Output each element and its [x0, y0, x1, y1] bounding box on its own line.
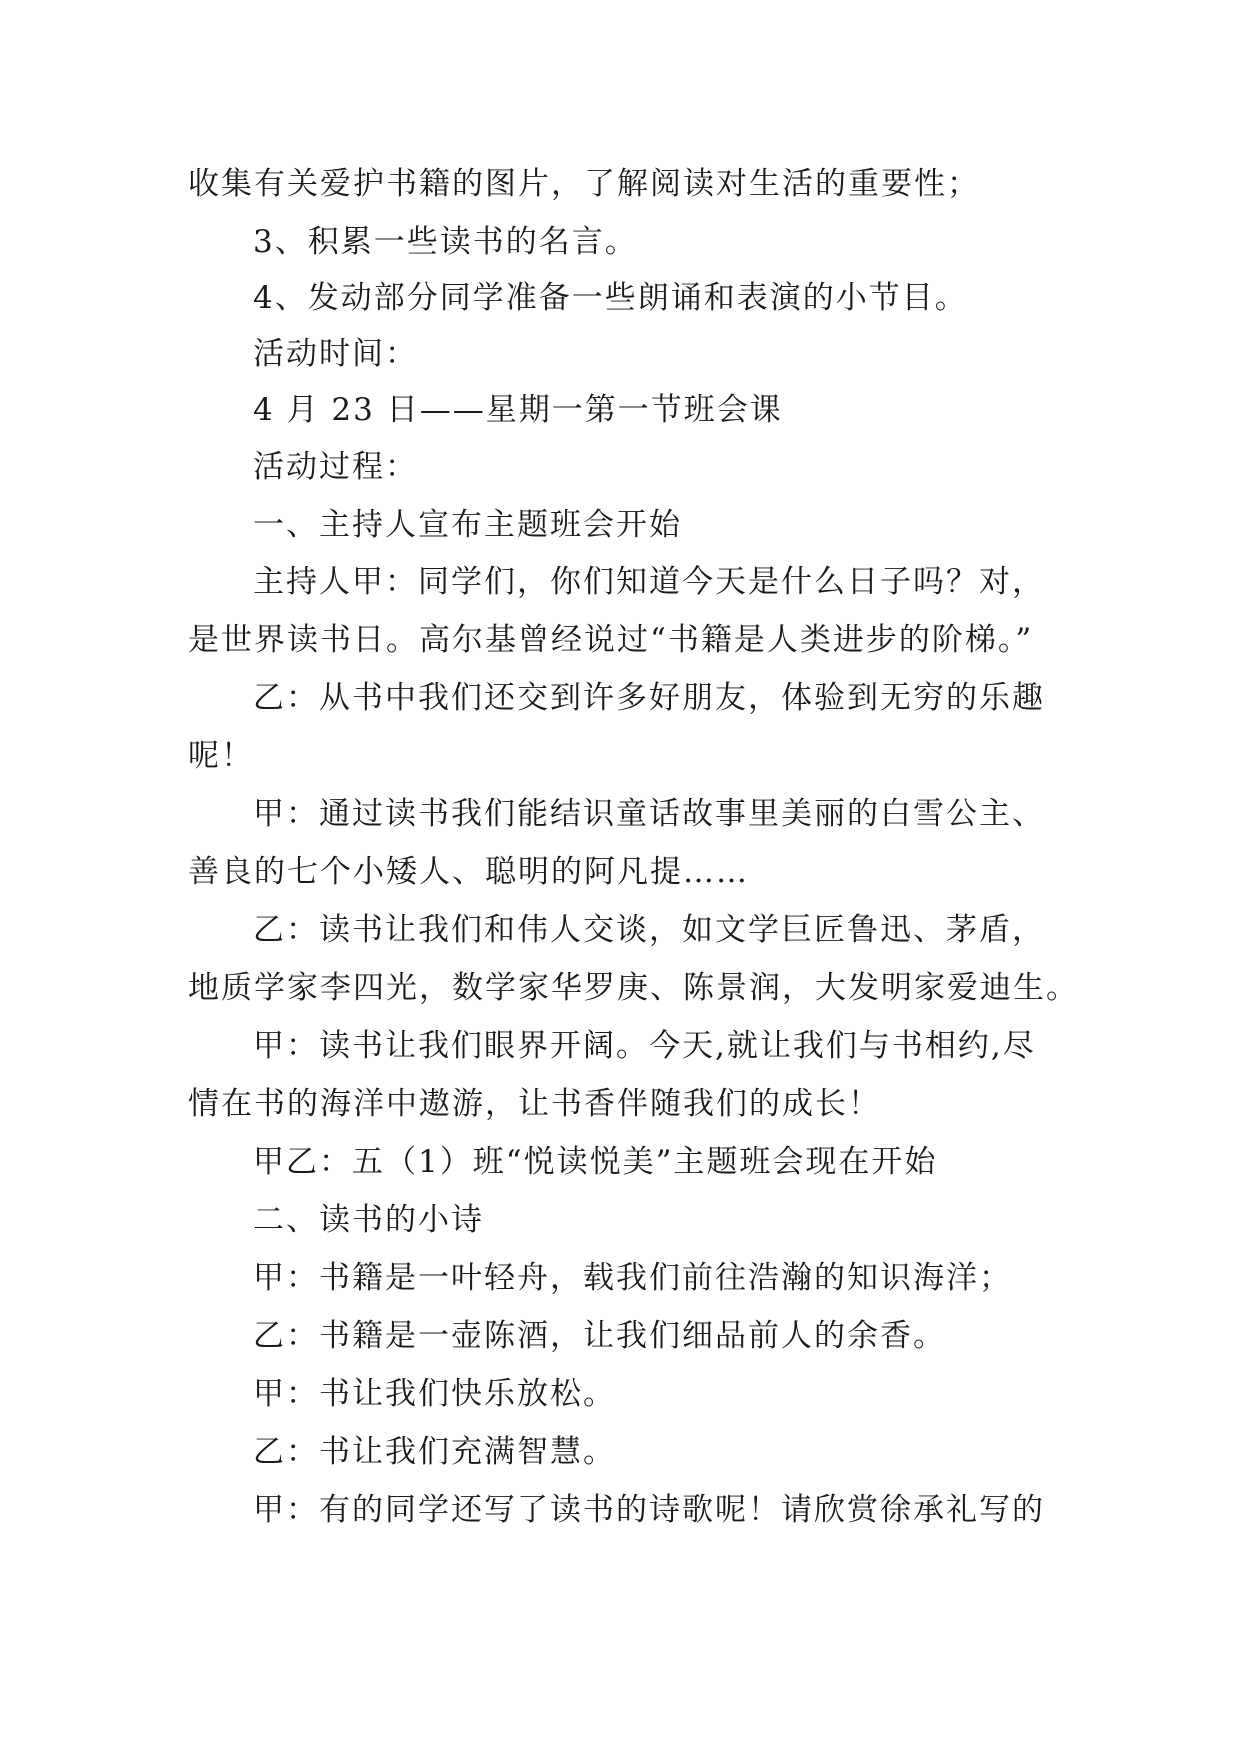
- text-line: 甲：读书让我们眼界开阔。今天,就让我们与书相约,尽: [253, 1028, 1036, 1064]
- text-line: 二、读书的小诗: [253, 1202, 484, 1238]
- text-line: 是世界读书日。高尔基曾经说过“书籍是人类进步的阶梯。”: [188, 622, 1034, 658]
- text-line: 地质学家李四光，数学家华罗庚、陈景润，大发明家爱迪生。: [188, 970, 1079, 1006]
- text-line: 善良的七个小矮人、聪明的阿凡提……: [188, 854, 749, 890]
- text-line: 甲乙：五（1）班“悦读悦美”主题班会现在开始: [253, 1144, 938, 1180]
- text-line: 甲：通过读书我们能结识童话故事里美丽的白雪公主、: [253, 796, 1045, 832]
- text-line: 甲：有的同学还写了读书的诗歌呢！请欣赏徐承礼写的: [253, 1492, 1045, 1528]
- text-line: 活动过程：: [253, 449, 418, 485]
- text-line: 收集有关爱护书籍的图片，了解阅读对生活的重要性；: [188, 166, 980, 202]
- text-line: 乙：书让我们充满智慧。: [253, 1434, 616, 1470]
- text-line: 甲：书让我们快乐放松。: [253, 1376, 616, 1412]
- text-line: 甲：书籍是一叶轻舟，载我们前往浩瀚的知识海洋；: [253, 1260, 1012, 1296]
- text-line: 4 月 23 日——星期一第一节班会课: [253, 392, 783, 428]
- text-line: 3、积累一些读书的名言。: [253, 224, 638, 260]
- text-line: 乙：读书让我们和伟人交谈，如文学巨匠鲁迅、茅盾，: [253, 912, 1045, 948]
- text-line: 一、主持人宣布主题班会开始: [253, 507, 682, 543]
- text-line: 4、发动部分同学准备一些朗诵和表演的小节目。: [253, 280, 968, 316]
- text-line: 乙：从书中我们还交到许多好朋友，体验到无穷的乐趣: [253, 680, 1045, 716]
- text-line: 呢！: [188, 738, 254, 774]
- text-line: 主持人甲：同学们，你们知道今天是什么日子吗？对，: [253, 564, 1045, 600]
- text-line: 乙：书籍是一壶陈酒，让我们细品前人的余香。: [253, 1318, 946, 1354]
- text-line: 情在书的海洋中遨游，让书香伴随我们的成长！: [188, 1086, 881, 1122]
- text-line: 活动时间：: [253, 336, 418, 372]
